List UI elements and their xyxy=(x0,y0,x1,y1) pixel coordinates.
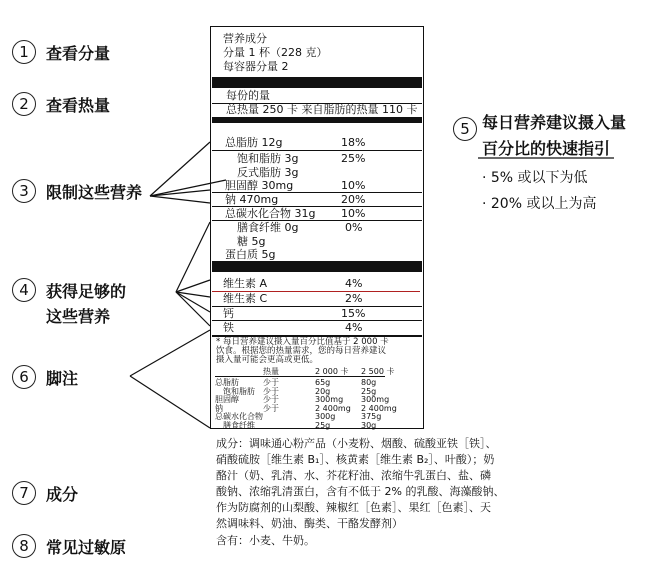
pct-fiber: 0% xyxy=(345,221,363,234)
allergens-text: 含有：小麦、牛奶。 xyxy=(216,534,315,547)
nutrient-sodium: 钠 470mg xyxy=(225,193,279,206)
fn-qualifier: 少于 xyxy=(263,378,279,387)
step-1-label: 查看分量 xyxy=(46,44,111,63)
step-2-label: 查看热量 xyxy=(46,96,111,115)
nutrient-trans-fat: 反式脂肪 3g xyxy=(237,166,299,179)
ingredients-line-2: 硝酸硫胺［维生素 B₁］、核黄素［维生素 B₂］、叶酸）；奶 xyxy=(216,453,495,466)
footnote-line-2: 饮食。根据您的热量需求，您的每日营养建议 xyxy=(216,346,387,356)
fn-nutrient: 总碳水化合物 xyxy=(215,412,263,421)
fn-header-2000: 2 000 卡 xyxy=(315,367,349,376)
step-4-number: 4 xyxy=(12,278,36,302)
fn-nutrient: 胆固醇 xyxy=(215,395,239,404)
ingredients-line-3: 酪汁（奶、乳清、水、芥花籽油、浓缩牛乳蛋白、盐、磷 xyxy=(216,469,491,482)
ingredients-line-6: 然调味料、奶油、酶类、干酪发酵剂） xyxy=(216,517,403,530)
calories-line: 总热量 250 卡 来自脂肪的热量 110 卡 xyxy=(226,103,418,116)
divider xyxy=(215,376,385,377)
footnote-line-3: 摄入量可能会更高或更低。 xyxy=(216,355,319,365)
divider xyxy=(212,306,422,307)
fn-value-2500: 80g xyxy=(361,378,377,387)
step-2-number: 2 xyxy=(12,92,36,116)
footnote-line-1: * 每日营养建议摄入量百分比值基于 2 000 卡 xyxy=(216,337,389,347)
step-5-label-line2: 百分比的快速指引 xyxy=(482,139,611,158)
ingredients-line-4: 酸钠、浓缩乳清蛋白，含有不低于 2% 的乳酸、海藻酸钠、 xyxy=(216,485,505,498)
nutrient-total-fat: 总脂肪 12g xyxy=(225,136,283,149)
fn-value-2000: 2 400mg xyxy=(315,403,351,413)
step-4-label-line2: 这些营养 xyxy=(46,307,111,326)
fn-nutrient: 总脂肪 xyxy=(215,378,239,387)
ingredients-line-5: 作为防腐剂的山梨酸、辣椒红［色素］、果红［色素］、天 xyxy=(216,501,491,514)
nutrient-carbohydrate: 总碳水化合物 31g xyxy=(225,207,316,220)
divider xyxy=(212,150,422,151)
divider xyxy=(212,320,422,321)
fn-value-2500: 2 400mg xyxy=(361,403,397,413)
step-5-number: 5 xyxy=(453,117,477,141)
vitamin-a: 维生素 A xyxy=(223,277,268,290)
pct-total-fat: 18% xyxy=(341,136,366,149)
fn-qualifier: 少于 xyxy=(263,395,279,404)
fn-header-2500: 2 500 卡 xyxy=(361,367,395,376)
step-6-label: 脚注 xyxy=(46,369,79,388)
fn-qualifier: 少于 xyxy=(263,386,279,396)
nutrient-cholesterol: 胆固醇 30mg xyxy=(225,179,294,192)
step-8-number: 8 xyxy=(12,534,36,558)
calcium: 钙 xyxy=(223,307,234,320)
fn-nutrient: 钠 xyxy=(215,403,223,413)
fn-value-2000: 25g xyxy=(315,420,331,430)
label-title: 营养成分 xyxy=(223,32,267,45)
step-5-label: 每日营养建议摄入量 xyxy=(482,113,627,132)
nutrient-fiber: 膳食纤维 0g xyxy=(237,221,299,234)
pct-vitamin-a: 4% xyxy=(345,277,363,290)
fn-value-2500: 375g xyxy=(361,412,382,421)
ingredients-line-1: 成分：调味通心粉产品（小麦粉、烟酸、硫酸亚铁［铁］、 xyxy=(216,437,497,450)
pct-saturated-fat: 25% xyxy=(341,152,366,165)
thick-divider xyxy=(212,77,422,88)
fn-value-2000: 65g xyxy=(315,378,331,387)
pct-carbohydrate: 10% xyxy=(341,207,366,220)
servings-per-container: 每容器分量 2 xyxy=(223,60,289,73)
step-6-number: 6 xyxy=(12,365,36,389)
step-8-label: 常见过敏原 xyxy=(46,538,127,557)
fn-value-2500: 300mg xyxy=(361,395,390,404)
nutrient-protein: 蛋白质 5g xyxy=(225,248,276,261)
thick-divider xyxy=(212,117,422,123)
nutrient-sugar: 糖 5g xyxy=(237,235,266,248)
step-7-label: 成分 xyxy=(46,485,79,504)
tip-high: · 20% 或以上为高 xyxy=(482,196,597,212)
nutrient-saturated-fat: 饱和脂肪 3g xyxy=(237,152,299,165)
fn-value-2500: 25g xyxy=(361,386,377,396)
step-1-number: 1 xyxy=(12,40,36,64)
thick-divider xyxy=(212,261,422,272)
per-serving-heading: 每份的量 xyxy=(226,89,270,102)
fn-nutrient: 饱和脂肪 xyxy=(223,386,255,396)
fn-value-2000: 20g xyxy=(315,386,331,396)
step-4-label: 获得足够的 xyxy=(46,282,127,301)
iron: 铁 xyxy=(223,321,234,334)
step-3-label: 限制这些营养 xyxy=(46,183,143,202)
pct-sodium: 20% xyxy=(341,193,366,206)
step-3-number: 3 xyxy=(12,179,36,203)
step-7-number: 7 xyxy=(12,481,36,505)
fn-value-2000: 300g xyxy=(315,412,336,421)
vitamin-c: 维生素 C xyxy=(223,292,268,305)
pct-iron: 4% xyxy=(345,321,363,334)
fn-nutrient: 膳食纤维 xyxy=(223,420,255,430)
fn-header-calories: 热量 xyxy=(263,367,279,376)
pct-vitamin-c: 2% xyxy=(345,292,363,305)
fn-value-2000: 300mg xyxy=(315,395,344,404)
fn-value-2500: 30g xyxy=(361,420,377,430)
pct-calcium: 15% xyxy=(341,307,366,320)
pct-cholesterol: 10% xyxy=(341,179,366,192)
nutrition-facts-label xyxy=(210,26,424,429)
serving-size: 分量 1 杯（228 克） xyxy=(223,46,328,59)
tip-low: · 5% 或以下为低 xyxy=(482,170,588,186)
fn-qualifier: 少于 xyxy=(263,403,279,413)
